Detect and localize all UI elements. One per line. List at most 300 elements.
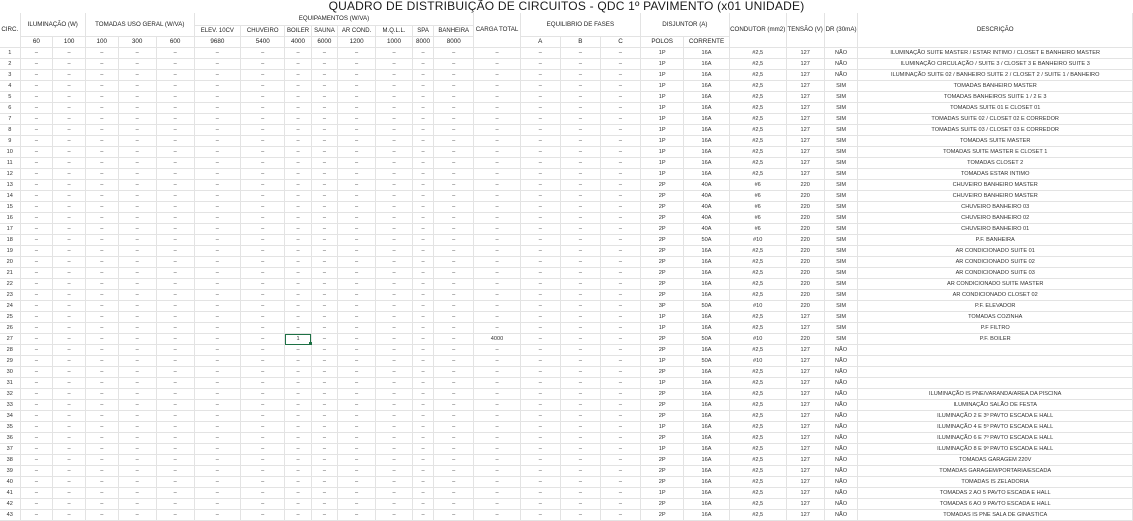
circuit-number-cell[interactable]: 29 <box>0 356 20 367</box>
total-load-cell[interactable]: – <box>474 422 520 433</box>
load-cell[interactable]: – <box>118 312 156 323</box>
phase-cell[interactable]: – <box>600 147 640 158</box>
load-cell[interactable]: – <box>311 224 337 235</box>
phase-cell[interactable]: – <box>560 158 600 169</box>
voltage-cell[interactable]: 127 <box>786 378 824 389</box>
load-cell[interactable]: – <box>156 169 194 180</box>
phase-cell[interactable]: – <box>560 455 600 466</box>
total-load-cell[interactable]: 4000 <box>474 334 520 345</box>
load-cell[interactable]: – <box>118 103 156 114</box>
total-load-cell[interactable]: – <box>474 323 520 334</box>
load-cell[interactable]: – <box>413 114 434 125</box>
voltage-cell[interactable]: 127 <box>786 477 824 488</box>
conductor-cell[interactable]: #2,5 <box>729 422 786 433</box>
load-cell[interactable]: – <box>85 488 118 499</box>
phase-cell[interactable]: – <box>600 488 640 499</box>
load-cell[interactable]: – <box>241 433 285 444</box>
load-cell[interactable]: – <box>241 235 285 246</box>
load-cell[interactable]: – <box>311 59 337 70</box>
load-cell[interactable]: – <box>338 224 376 235</box>
load-cell[interactable]: – <box>338 323 376 334</box>
description-cell[interactable]: TOMADAS BANHEIROS SUITE 1 / 2 E 3 <box>858 92 1133 103</box>
load-cell[interactable]: – <box>376 455 413 466</box>
load-cell[interactable]: – <box>85 466 118 477</box>
circuit-number-cell[interactable]: 26 <box>0 323 20 334</box>
load-cell[interactable]: – <box>85 48 118 59</box>
phase-cell[interactable]: – <box>520 180 560 191</box>
poles-cell[interactable]: 1P <box>641 147 684 158</box>
phase-cell[interactable]: – <box>520 59 560 70</box>
total-load-cell[interactable]: – <box>474 268 520 279</box>
load-cell[interactable]: – <box>85 367 118 378</box>
load-cell[interactable]: – <box>241 48 285 59</box>
load-cell[interactable]: – <box>434 323 474 334</box>
circuit-number-cell[interactable]: 17 <box>0 224 20 235</box>
current-cell[interactable]: 16A <box>684 268 729 279</box>
phase-cell[interactable]: – <box>520 235 560 246</box>
load-cell[interactable]: – <box>376 224 413 235</box>
dr-cell[interactable]: SIM <box>824 257 858 268</box>
conductor-cell[interactable]: #6 <box>729 213 786 224</box>
load-cell[interactable]: – <box>413 191 434 202</box>
description-cell[interactable]: TOMADAS SUITE MASTER E CLOSET 1 <box>858 147 1133 158</box>
poles-cell[interactable]: 1P <box>641 323 684 334</box>
voltage-cell[interactable]: 127 <box>786 169 824 180</box>
load-cell[interactable]: – <box>413 59 434 70</box>
load-cell[interactable]: – <box>311 180 337 191</box>
load-cell[interactable]: – <box>20 356 53 367</box>
circuit-number-cell[interactable]: 2 <box>0 59 20 70</box>
load-cell[interactable]: – <box>338 400 376 411</box>
load-cell[interactable]: – <box>241 356 285 367</box>
load-cell[interactable]: – <box>376 257 413 268</box>
circuit-number-cell[interactable]: 35 <box>0 422 20 433</box>
phase-cell[interactable]: – <box>600 59 640 70</box>
load-cell[interactable]: – <box>156 92 194 103</box>
voltage-cell[interactable]: 127 <box>786 59 824 70</box>
load-cell[interactable]: – <box>338 125 376 136</box>
load-cell[interactable]: – <box>434 202 474 213</box>
circuit-number-cell[interactable]: 25 <box>0 312 20 323</box>
load-cell[interactable]: – <box>194 81 240 92</box>
load-cell[interactable]: – <box>194 235 240 246</box>
circuit-number-cell[interactable]: 38 <box>0 455 20 466</box>
load-cell[interactable]: – <box>413 411 434 422</box>
description-cell[interactable]: AR CONDICIONADO SUITE MASTER <box>858 279 1133 290</box>
current-cell[interactable]: 40A <box>684 213 729 224</box>
subheader-cell[interactable]: 9680 <box>194 37 240 48</box>
load-cell[interactable]: – <box>434 356 474 367</box>
load-cell[interactable]: – <box>156 224 194 235</box>
load-cell[interactable]: – <box>53 499 86 510</box>
phase-cell[interactable]: – <box>520 389 560 400</box>
load-cell[interactable]: – <box>376 466 413 477</box>
load-cell[interactable]: – <box>53 169 86 180</box>
total-load-cell[interactable]: – <box>474 235 520 246</box>
load-cell[interactable]: – <box>241 70 285 81</box>
poles-cell[interactable]: 2P <box>641 279 684 290</box>
load-cell[interactable]: – <box>434 455 474 466</box>
load-cell[interactable]: – <box>53 125 86 136</box>
poles-cell[interactable]: 2P <box>641 246 684 257</box>
load-cell[interactable]: – <box>20 59 53 70</box>
load-cell[interactable]: – <box>434 114 474 125</box>
phase-cell[interactable]: – <box>560 246 600 257</box>
load-cell[interactable]: – <box>413 147 434 158</box>
total-load-cell[interactable]: – <box>474 290 520 301</box>
subheader-cell[interactable]: 6000 <box>311 37 337 48</box>
load-cell[interactable]: – <box>118 323 156 334</box>
total-load-cell[interactable]: – <box>474 301 520 312</box>
load-cell[interactable]: – <box>376 367 413 378</box>
conductor-cell[interactable]: #2,5 <box>729 279 786 290</box>
current-cell[interactable]: 40A <box>684 191 729 202</box>
load-cell[interactable]: – <box>285 246 311 257</box>
load-cell[interactable]: – <box>194 422 240 433</box>
poles-cell[interactable]: 2P <box>641 433 684 444</box>
phase-cell[interactable]: – <box>520 367 560 378</box>
phase-cell[interactable]: – <box>600 268 640 279</box>
conductor-cell[interactable]: #2,5 <box>729 411 786 422</box>
load-cell[interactable]: – <box>434 312 474 323</box>
load-cell[interactable]: – <box>53 147 86 158</box>
current-cell[interactable]: 16A <box>684 466 729 477</box>
load-cell[interactable]: – <box>285 400 311 411</box>
phase-cell[interactable]: – <box>600 114 640 125</box>
load-cell[interactable]: – <box>194 323 240 334</box>
current-cell[interactable]: 16A <box>684 345 729 356</box>
load-cell[interactable]: – <box>85 301 118 312</box>
load-cell[interactable]: – <box>311 125 337 136</box>
poles-cell[interactable]: 1P <box>641 488 684 499</box>
subheader-cell[interactable]: 100 <box>53 37 86 48</box>
load-cell[interactable]: – <box>285 323 311 334</box>
load-cell[interactable]: – <box>53 345 86 356</box>
poles-cell[interactable]: 2P <box>641 290 684 301</box>
load-cell[interactable]: – <box>194 367 240 378</box>
current-cell[interactable]: 16A <box>684 389 729 400</box>
load-cell[interactable]: – <box>156 59 194 70</box>
description-cell[interactable]: CHUVEIRO BANHEIRO MASTER <box>858 180 1133 191</box>
load-cell[interactable]: – <box>434 510 474 521</box>
load-cell[interactable]: – <box>20 378 53 389</box>
dr-cell[interactable]: SIM <box>824 180 858 191</box>
load-cell[interactable]: – <box>338 158 376 169</box>
description-cell[interactable] <box>858 345 1133 356</box>
load-cell[interactable]: – <box>241 378 285 389</box>
load-cell[interactable]: – <box>53 136 86 147</box>
load-cell[interactable]: – <box>434 48 474 59</box>
load-cell[interactable]: – <box>376 345 413 356</box>
load-cell[interactable]: – <box>53 235 86 246</box>
load-cell[interactable]: – <box>434 444 474 455</box>
current-cell[interactable]: 16A <box>684 378 729 389</box>
description-cell[interactable] <box>858 356 1133 367</box>
load-cell[interactable]: – <box>194 224 240 235</box>
load-cell[interactable]: – <box>156 499 194 510</box>
load-cell[interactable]: – <box>413 444 434 455</box>
load-cell[interactable]: – <box>118 180 156 191</box>
current-cell[interactable]: 16A <box>684 411 729 422</box>
circuit-number-cell[interactable]: 23 <box>0 290 20 301</box>
load-cell[interactable]: – <box>53 246 86 257</box>
load-cell[interactable]: – <box>20 323 53 334</box>
voltage-cell[interactable]: 220 <box>786 213 824 224</box>
phase-cell[interactable]: – <box>560 92 600 103</box>
voltage-cell[interactable]: 220 <box>786 268 824 279</box>
poles-cell[interactable]: 1P <box>641 70 684 81</box>
voltage-cell[interactable]: 220 <box>786 257 824 268</box>
current-cell[interactable]: 50A <box>684 334 729 345</box>
load-cell[interactable]: – <box>156 103 194 114</box>
description-cell[interactable]: AR CONDICIONADO CLOSET 02 <box>858 290 1133 301</box>
load-cell[interactable]: – <box>118 433 156 444</box>
equipment-header-cell[interactable]: CHUVEIRO <box>241 26 285 37</box>
total-load-cell[interactable]: – <box>474 466 520 477</box>
load-cell[interactable]: – <box>434 103 474 114</box>
load-cell[interactable]: – <box>85 125 118 136</box>
load-cell[interactable]: – <box>311 455 337 466</box>
phase-cell[interactable]: – <box>600 70 640 81</box>
conductor-cell[interactable]: #2,5 <box>729 169 786 180</box>
current-cell[interactable]: 40A <box>684 202 729 213</box>
equipment-header-cell[interactable]: AR COND. <box>338 26 376 37</box>
voltage-cell[interactable]: 220 <box>786 224 824 235</box>
load-cell[interactable]: – <box>434 92 474 103</box>
phase-cell[interactable]: – <box>520 125 560 136</box>
phase-cell[interactable]: – <box>560 477 600 488</box>
circuit-number-cell[interactable]: 33 <box>0 400 20 411</box>
poles-cell[interactable]: 2P <box>641 499 684 510</box>
description-cell[interactable]: ILUMINAÇÃO CIRCULAÇÃO / SUITE 3 / CLOSET 3 E BANHEIRO SUITE 3 <box>858 59 1133 70</box>
total-load-cell[interactable]: – <box>474 510 520 521</box>
load-cell[interactable]: – <box>194 147 240 158</box>
current-cell[interactable]: 16A <box>684 136 729 147</box>
dr-cell[interactable]: SIM <box>824 301 858 312</box>
poles-cell[interactable]: 2P <box>641 477 684 488</box>
load-cell[interactable]: – <box>434 477 474 488</box>
voltage-cell[interactable]: 127 <box>786 455 824 466</box>
load-cell[interactable]: – <box>338 92 376 103</box>
conductor-cell[interactable]: #2,5 <box>729 92 786 103</box>
load-cell[interactable]: – <box>156 312 194 323</box>
phase-cell[interactable]: – <box>520 279 560 290</box>
load-cell[interactable]: – <box>434 158 474 169</box>
phase-cell[interactable]: – <box>520 70 560 81</box>
load-cell[interactable]: – <box>194 279 240 290</box>
load-cell[interactable]: – <box>285 103 311 114</box>
description-cell[interactable]: TOMADAS 2 AO 5 PAVTO ESCADA E HALL <box>858 488 1133 499</box>
phase-cell[interactable]: – <box>520 334 560 345</box>
equipment-header-cell[interactable]: BANHEIRA <box>434 26 474 37</box>
load-cell[interactable]: – <box>194 290 240 301</box>
load-cell[interactable]: – <box>241 301 285 312</box>
conductor-cell[interactable]: #2,5 <box>729 290 786 301</box>
phase-cell[interactable]: – <box>560 301 600 312</box>
load-cell[interactable]: – <box>434 235 474 246</box>
voltage-cell[interactable]: 127 <box>786 488 824 499</box>
load-cell[interactable]: – <box>285 444 311 455</box>
load-cell[interactable]: – <box>311 433 337 444</box>
load-cell[interactable]: – <box>53 213 86 224</box>
voltage-cell[interactable]: 220 <box>786 202 824 213</box>
phase-cell[interactable]: – <box>560 433 600 444</box>
subheader-cell[interactable]: 1000 <box>376 37 413 48</box>
circuit-number-cell[interactable]: 32 <box>0 389 20 400</box>
load-cell[interactable]: – <box>156 466 194 477</box>
load-cell[interactable]: – <box>20 213 53 224</box>
load-cell[interactable]: – <box>156 290 194 301</box>
load-cell[interactable]: – <box>85 59 118 70</box>
load-cell[interactable]: – <box>156 147 194 158</box>
load-cell[interactable]: – <box>285 411 311 422</box>
load-cell[interactable]: – <box>311 48 337 59</box>
conductor-cell[interactable]: #2,5 <box>729 466 786 477</box>
phase-cell[interactable]: – <box>520 191 560 202</box>
load-cell[interactable]: – <box>338 213 376 224</box>
load-cell[interactable]: – <box>311 268 337 279</box>
load-cell[interactable]: – <box>85 455 118 466</box>
load-cell[interactable]: – <box>156 202 194 213</box>
load-cell[interactable]: – <box>434 367 474 378</box>
load-cell[interactable]: – <box>53 180 86 191</box>
load-cell[interactable]: – <box>85 92 118 103</box>
current-cell[interactable]: 16A <box>684 400 729 411</box>
load-cell[interactable]: – <box>376 312 413 323</box>
load-cell[interactable]: – <box>413 499 434 510</box>
load-cell[interactable]: – <box>53 48 86 59</box>
conductor-cell[interactable]: #2,5 <box>729 323 786 334</box>
load-cell[interactable]: – <box>85 114 118 125</box>
poles-cell[interactable]: 2P <box>641 400 684 411</box>
description-cell[interactable]: AR CONDICIONADO SUITE 03 <box>858 268 1133 279</box>
circuit-number-cell[interactable]: 24 <box>0 301 20 312</box>
load-cell[interactable]: – <box>53 257 86 268</box>
conductor-cell[interactable]: #2,5 <box>729 488 786 499</box>
load-cell[interactable]: – <box>85 477 118 488</box>
dr-cell[interactable]: SIM <box>824 213 858 224</box>
load-cell[interactable]: – <box>118 224 156 235</box>
phase-cell[interactable]: – <box>600 455 640 466</box>
phase-cell[interactable]: – <box>560 59 600 70</box>
circuit-number-cell[interactable]: 6 <box>0 103 20 114</box>
load-cell[interactable]: – <box>20 312 53 323</box>
subheader-cell[interactable]: 5400 <box>241 37 285 48</box>
total-load-cell[interactable]: – <box>474 125 520 136</box>
phase-cell[interactable]: – <box>520 422 560 433</box>
load-cell[interactable]: – <box>85 158 118 169</box>
load-cell[interactable]: – <box>434 279 474 290</box>
description-cell[interactable]: TOMADAS SUITE 02 / CLOSET 02 E CORREDOR <box>858 114 1133 125</box>
load-cell[interactable]: – <box>85 345 118 356</box>
poles-cell[interactable]: 1P <box>641 378 684 389</box>
load-cell[interactable]: – <box>338 301 376 312</box>
load-cell[interactable]: – <box>194 103 240 114</box>
load-cell[interactable]: – <box>194 114 240 125</box>
current-cell[interactable]: 16A <box>684 246 729 257</box>
load-cell[interactable]: – <box>338 235 376 246</box>
phase-cell[interactable]: – <box>520 92 560 103</box>
load-cell[interactable]: – <box>156 279 194 290</box>
voltage-cell[interactable]: 127 <box>786 114 824 125</box>
load-cell[interactable]: – <box>434 125 474 136</box>
phase-cell[interactable]: – <box>600 499 640 510</box>
voltage-cell[interactable]: 127 <box>786 323 824 334</box>
load-cell[interactable]: – <box>241 312 285 323</box>
phase-cell[interactable]: – <box>560 180 600 191</box>
load-cell[interactable]: – <box>118 202 156 213</box>
header-cell[interactable]: DESCRIÇÃO <box>858 13 1133 48</box>
load-cell[interactable]: – <box>53 224 86 235</box>
description-cell[interactable]: CHUVEIRO BANHEIRO 01 <box>858 224 1133 235</box>
dr-cell[interactable]: NÃO <box>824 477 858 488</box>
load-cell[interactable]: – <box>53 158 86 169</box>
load-cell[interactable]: – <box>376 444 413 455</box>
load-cell[interactable]: – <box>285 48 311 59</box>
load-cell[interactable]: – <box>285 257 311 268</box>
load-cell[interactable]: – <box>85 147 118 158</box>
total-load-cell[interactable]: – <box>474 411 520 422</box>
load-cell[interactable]: – <box>338 488 376 499</box>
load-cell[interactable]: – <box>194 59 240 70</box>
load-cell[interactable]: – <box>20 169 53 180</box>
phase-cell[interactable]: – <box>560 444 600 455</box>
dr-cell[interactable]: SIM <box>824 224 858 235</box>
load-cell[interactable]: – <box>311 213 337 224</box>
load-cell[interactable]: – <box>20 191 53 202</box>
load-cell[interactable]: – <box>413 125 434 136</box>
load-cell[interactable]: – <box>434 345 474 356</box>
phase-cell[interactable]: – <box>560 81 600 92</box>
load-cell[interactable]: – <box>434 411 474 422</box>
total-load-cell[interactable]: – <box>474 444 520 455</box>
load-cell[interactable]: – <box>376 125 413 136</box>
load-cell[interactable]: – <box>20 411 53 422</box>
description-cell[interactable]: CHUVEIRO BANHEIRO 03 <box>858 202 1133 213</box>
current-cell[interactable]: 16A <box>684 290 729 301</box>
load-cell[interactable]: – <box>311 70 337 81</box>
load-cell[interactable]: – <box>434 488 474 499</box>
dr-cell[interactable]: SIM <box>824 114 858 125</box>
load-cell[interactable]: – <box>118 334 156 345</box>
conductor-cell[interactable]: #10 <box>729 301 786 312</box>
load-cell[interactable]: – <box>241 125 285 136</box>
conductor-cell[interactable]: #10 <box>729 235 786 246</box>
circuit-number-cell[interactable]: 43 <box>0 510 20 521</box>
load-cell[interactable]: – <box>376 323 413 334</box>
load-cell[interactable]: – <box>311 466 337 477</box>
load-cell[interactable]: – <box>85 169 118 180</box>
equipment-header-cell[interactable]: ELEV. 10CV <box>194 26 240 37</box>
description-cell[interactable]: TOMADAS CLOSET 2 <box>858 158 1133 169</box>
load-cell[interactable]: – <box>338 367 376 378</box>
load-cell[interactable]: – <box>338 114 376 125</box>
load-cell[interactable]: – <box>376 422 413 433</box>
phase-cell[interactable]: – <box>520 411 560 422</box>
load-cell[interactable]: – <box>311 290 337 301</box>
load-cell[interactable]: – <box>434 180 474 191</box>
conductor-cell[interactable]: #2,5 <box>729 389 786 400</box>
load-cell[interactable]: – <box>376 499 413 510</box>
poles-cell[interactable]: 2P <box>641 224 684 235</box>
current-cell[interactable]: 16A <box>684 147 729 158</box>
phase-cell[interactable]: – <box>600 312 640 323</box>
load-cell[interactable]: – <box>20 158 53 169</box>
phase-cell[interactable]: – <box>600 301 640 312</box>
conductor-cell[interactable]: #2,5 <box>729 136 786 147</box>
load-cell[interactable]: – <box>241 81 285 92</box>
phase-cell[interactable]: – <box>560 103 600 114</box>
